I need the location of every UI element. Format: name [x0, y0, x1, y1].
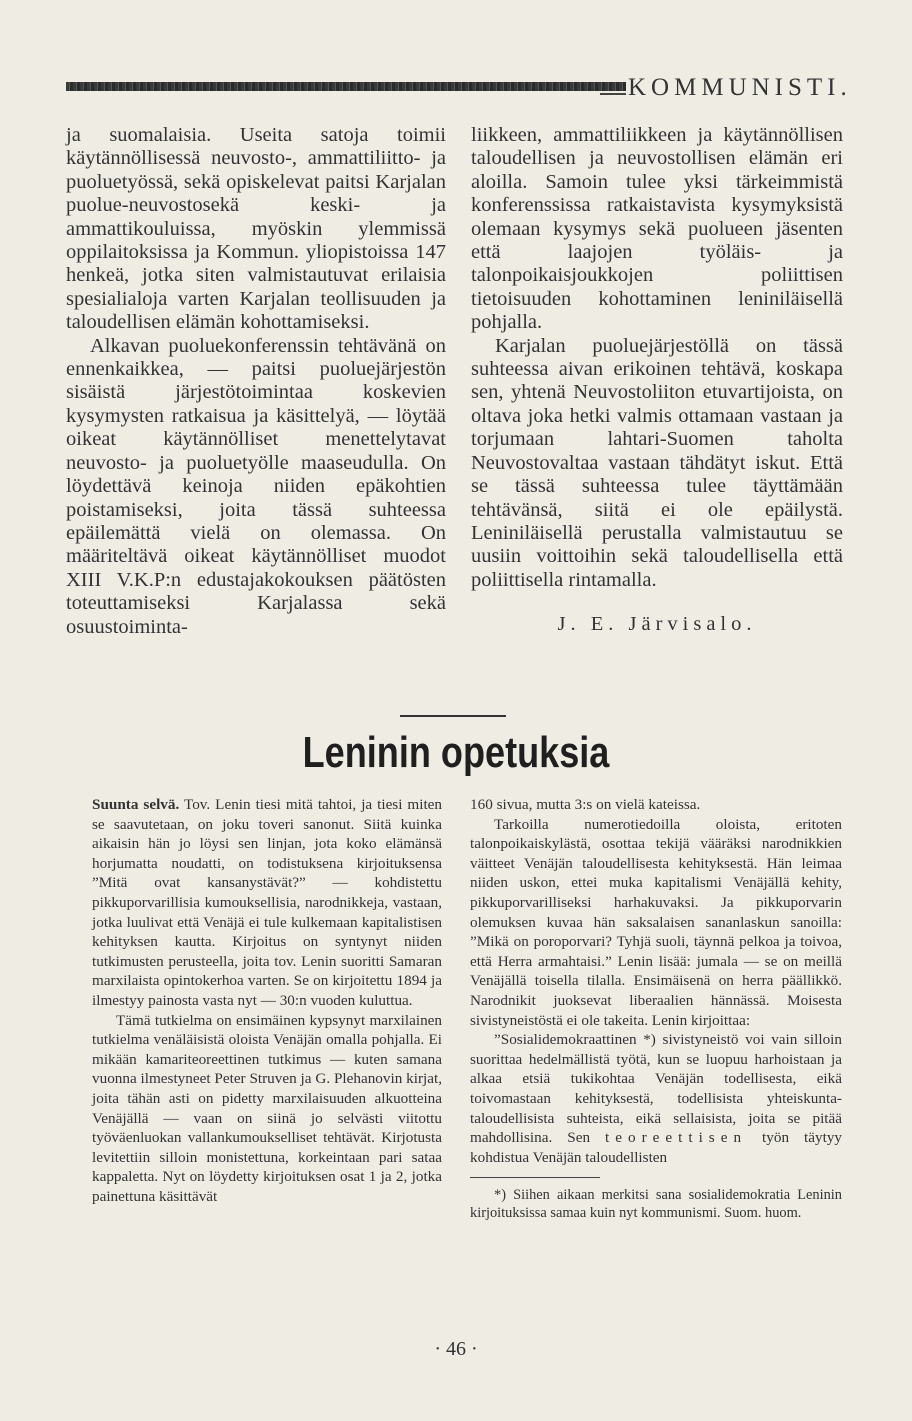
- top-right-column: [471, 124, 843, 637]
- quote-text: työn täytyy kohdistua Venäjän taloudellisten: [470, 1129, 843, 1166]
- section-divider: [400, 715, 506, 717]
- page-number: · 46 ·: [434, 1338, 478, 1360]
- paragraph: ja suomalaisia. Useita satoja toimii käytännöllisessä neuvosto-, ammattiliitto- ja puoluetyössä, sekä opiskelevat paitsi Karjalan puolue-neuvostosekä keski- ja ammattikouluissa, myöskin ylemmissä oppilaitoksissa ja Kommun. yliopistoissa 147 henkeä, jotka siten valmistautuvat erilaisia spesialialoja varten Karjalan teollisuuden ja taloudellisen elämän kohottamiseksi.: [66, 124, 446, 334]
- bottom-left-column: [92, 795, 442, 1206]
- bottom-right-column: [470, 795, 842, 1222]
- paragraph: [92, 795, 442, 1011]
- article-title: Leninin opetuksia: [302, 728, 610, 777]
- footnote: *) Siihen aikaan merkitsi sana sosialidemokratia Leninin kirjoituksissa samaa kuin nyt kommunismi. Suom. huom.: [470, 1187, 842, 1222]
- paragraph: liikkeen, ammattiliikkeen ja käytännöllisen taloudellisen ja neuvostollisen elämän eri aloilla. Samoin tulee yksi tärkeimmistä konferenssissa ratkaistavista kysymyksistä olemaan kysymys sekä puolueen jäsenten että laajojen työläis- ja talonpoikaisjoukkojen poliittisen tietoisuuden kohottaminen leniniläisellä pohjalla.: [471, 124, 843, 334]
- spaced-word: teoreettisen: [605, 1129, 748, 1147]
- paragraph: Karjalan puoluejärjestöllä on tässä suhteessa aivan erikoinen tehtävä, koskapa sen, yhtenä Neuvostoliiton etuvartijoista, on oltava joka hetki valmis ottamaan vastaan ja torjumaan lahtari-Suomen taholta Neuvostovaltaa vastaan tähdätyt iskut. Että se tässä suhteessa tulee täyttämään tehtävänsä, siitä ei ole epäilystä. Leniniläisellä perustalla valmistautuu se uusiin voittoihin sekä taloudellisella että poliittisella rintamalla.: [471, 334, 843, 591]
- running-header: KOMMUNISTI.: [628, 74, 852, 101]
- footnote-rule: [470, 1177, 600, 1178]
- author-signature: J. E. Järvisalo.: [557, 613, 757, 636]
- header-rule: [66, 82, 626, 91]
- header-rule-end: [600, 93, 626, 95]
- paragraph: Tämä tutkielma on ensimäinen kypsynyt marxilainen tutkielma venäläisistä oloista Venäjän omalla pohjalla. Ei mikään kamariteoreettinen tutkimus — kuten samana vuonna ilmestyneet Peter Struven ja G. Plehanovin kirjat, joita tähän asti on pidetty marxilaisuuden alkuotteina Venäjällä — vaan on siinä jo selvästi viitottu työväenluokan vallankumoukselliset tehtävät. Kirjotusta levitettiin silloin monistettuna, korkeintaan pari sataa kappaletta. Nyt on löydetty kirjoituksen osat 1 ja 2, jotka painettuna käsittävät: [92, 1011, 442, 1205]
- top-left-column: [66, 124, 446, 639]
- quote-paragraph: [470, 1030, 842, 1167]
- paragraph-lead: Suunta selvä.: [92, 796, 180, 813]
- paragraph: Tarkoilla numerotiedoilla oloista, eritoten talonpoikaiskylästä, osottaa tekijä vääräksi narodnikkien väitteet Venäjän taloudellisesta kehityksestä. Hän leimaa niiden uskon, ettei muka kapitalismi Venäjällä kehity, pikkuporvarilliseksi harhakuvaksi. Ja pikkuporvarin olemuksen kuvaa hän saksalaisen sananlaskun sanoilla: ”Mikä on poroporvari? Tyhjä suoli, täynnä pelkoa ja toivoa, että Herra armahtaisi.” Lenin lisää: jumala — se on meillä Venäjällä toisella tilalla. Ensimäisenä on herra päällikkö. Narodnikit juoksevat liberaalien hännässä. Moisesta sivistyneistöstä ei ole takeita. Lenin kirjoittaa:: [470, 815, 842, 1029]
- paragraph-text: Tov. Lenin tiesi mitä tahtoi, ja tiesi miten se saavutetaan, on joku toveri sanonut. Siitä kuinka aikaisin hän jo löysi sen linjan, jota koko elämänsä horjumatta noudatti, on todistuksena kirjoituksensa ”Mitä ovat kansanystävät?” — kohdistettu pikkuporvarillisia kumouksellisia, narodnikkeja, vastaan, jotka luulivat että Venäjä ei tule kulkemaan kapitalistisen kehityksen kautta. Kirjoitus on syntynyt niiden tutkimusten perusteella, joita tov. Lenin suoritti Samaran marxilaista opintokerhoa varten. Se on kirjoitettu 1894 ja ilmestyy painosta vasta nyt — 30:n vuoden kuluttua.: [92, 796, 442, 1009]
- paragraph: Alkavan puoluekonferenssin tehtävänä on ennenkaikkea, — paitsi puoluejärjestön sisäistä järjestötoimintaa koskevien kysymysten ratkaisua ja käsittelyä, — löytää oikeat käytännölliset menettelytavat neuvosto- ja puoluetyölle maaseudulla. On löydettävä keinoja niiden epäkohtien poistamiseksi, joita tässä suhteessa epäilemättä vielä on olemassa. On määriteltävä oikeat käytännölliset muodot XIII V.K.P:n edustajakokouksen päätösten toteuttamiseksi Karjalassa sekä osuustoiminta-: [66, 334, 446, 638]
- paragraph: 160 sivua, mutta 3:s on vielä kateissa.: [470, 796, 701, 813]
- quote-text: ”Sosialidemokraattinen *) sivistyneistö voi vain silloin suorittaa hedelmällistä työtä, kun se luopuu harhoistaan ja alkaa etsiä tukikohtaa Venäjän todellisesta, eikä toivomastaan kehityksestä, todellisista yhteiskunta-taloudellisista suhteista, eikä sellaisista, joita se pitää mahdollisina. Sen: [470, 1031, 842, 1147]
